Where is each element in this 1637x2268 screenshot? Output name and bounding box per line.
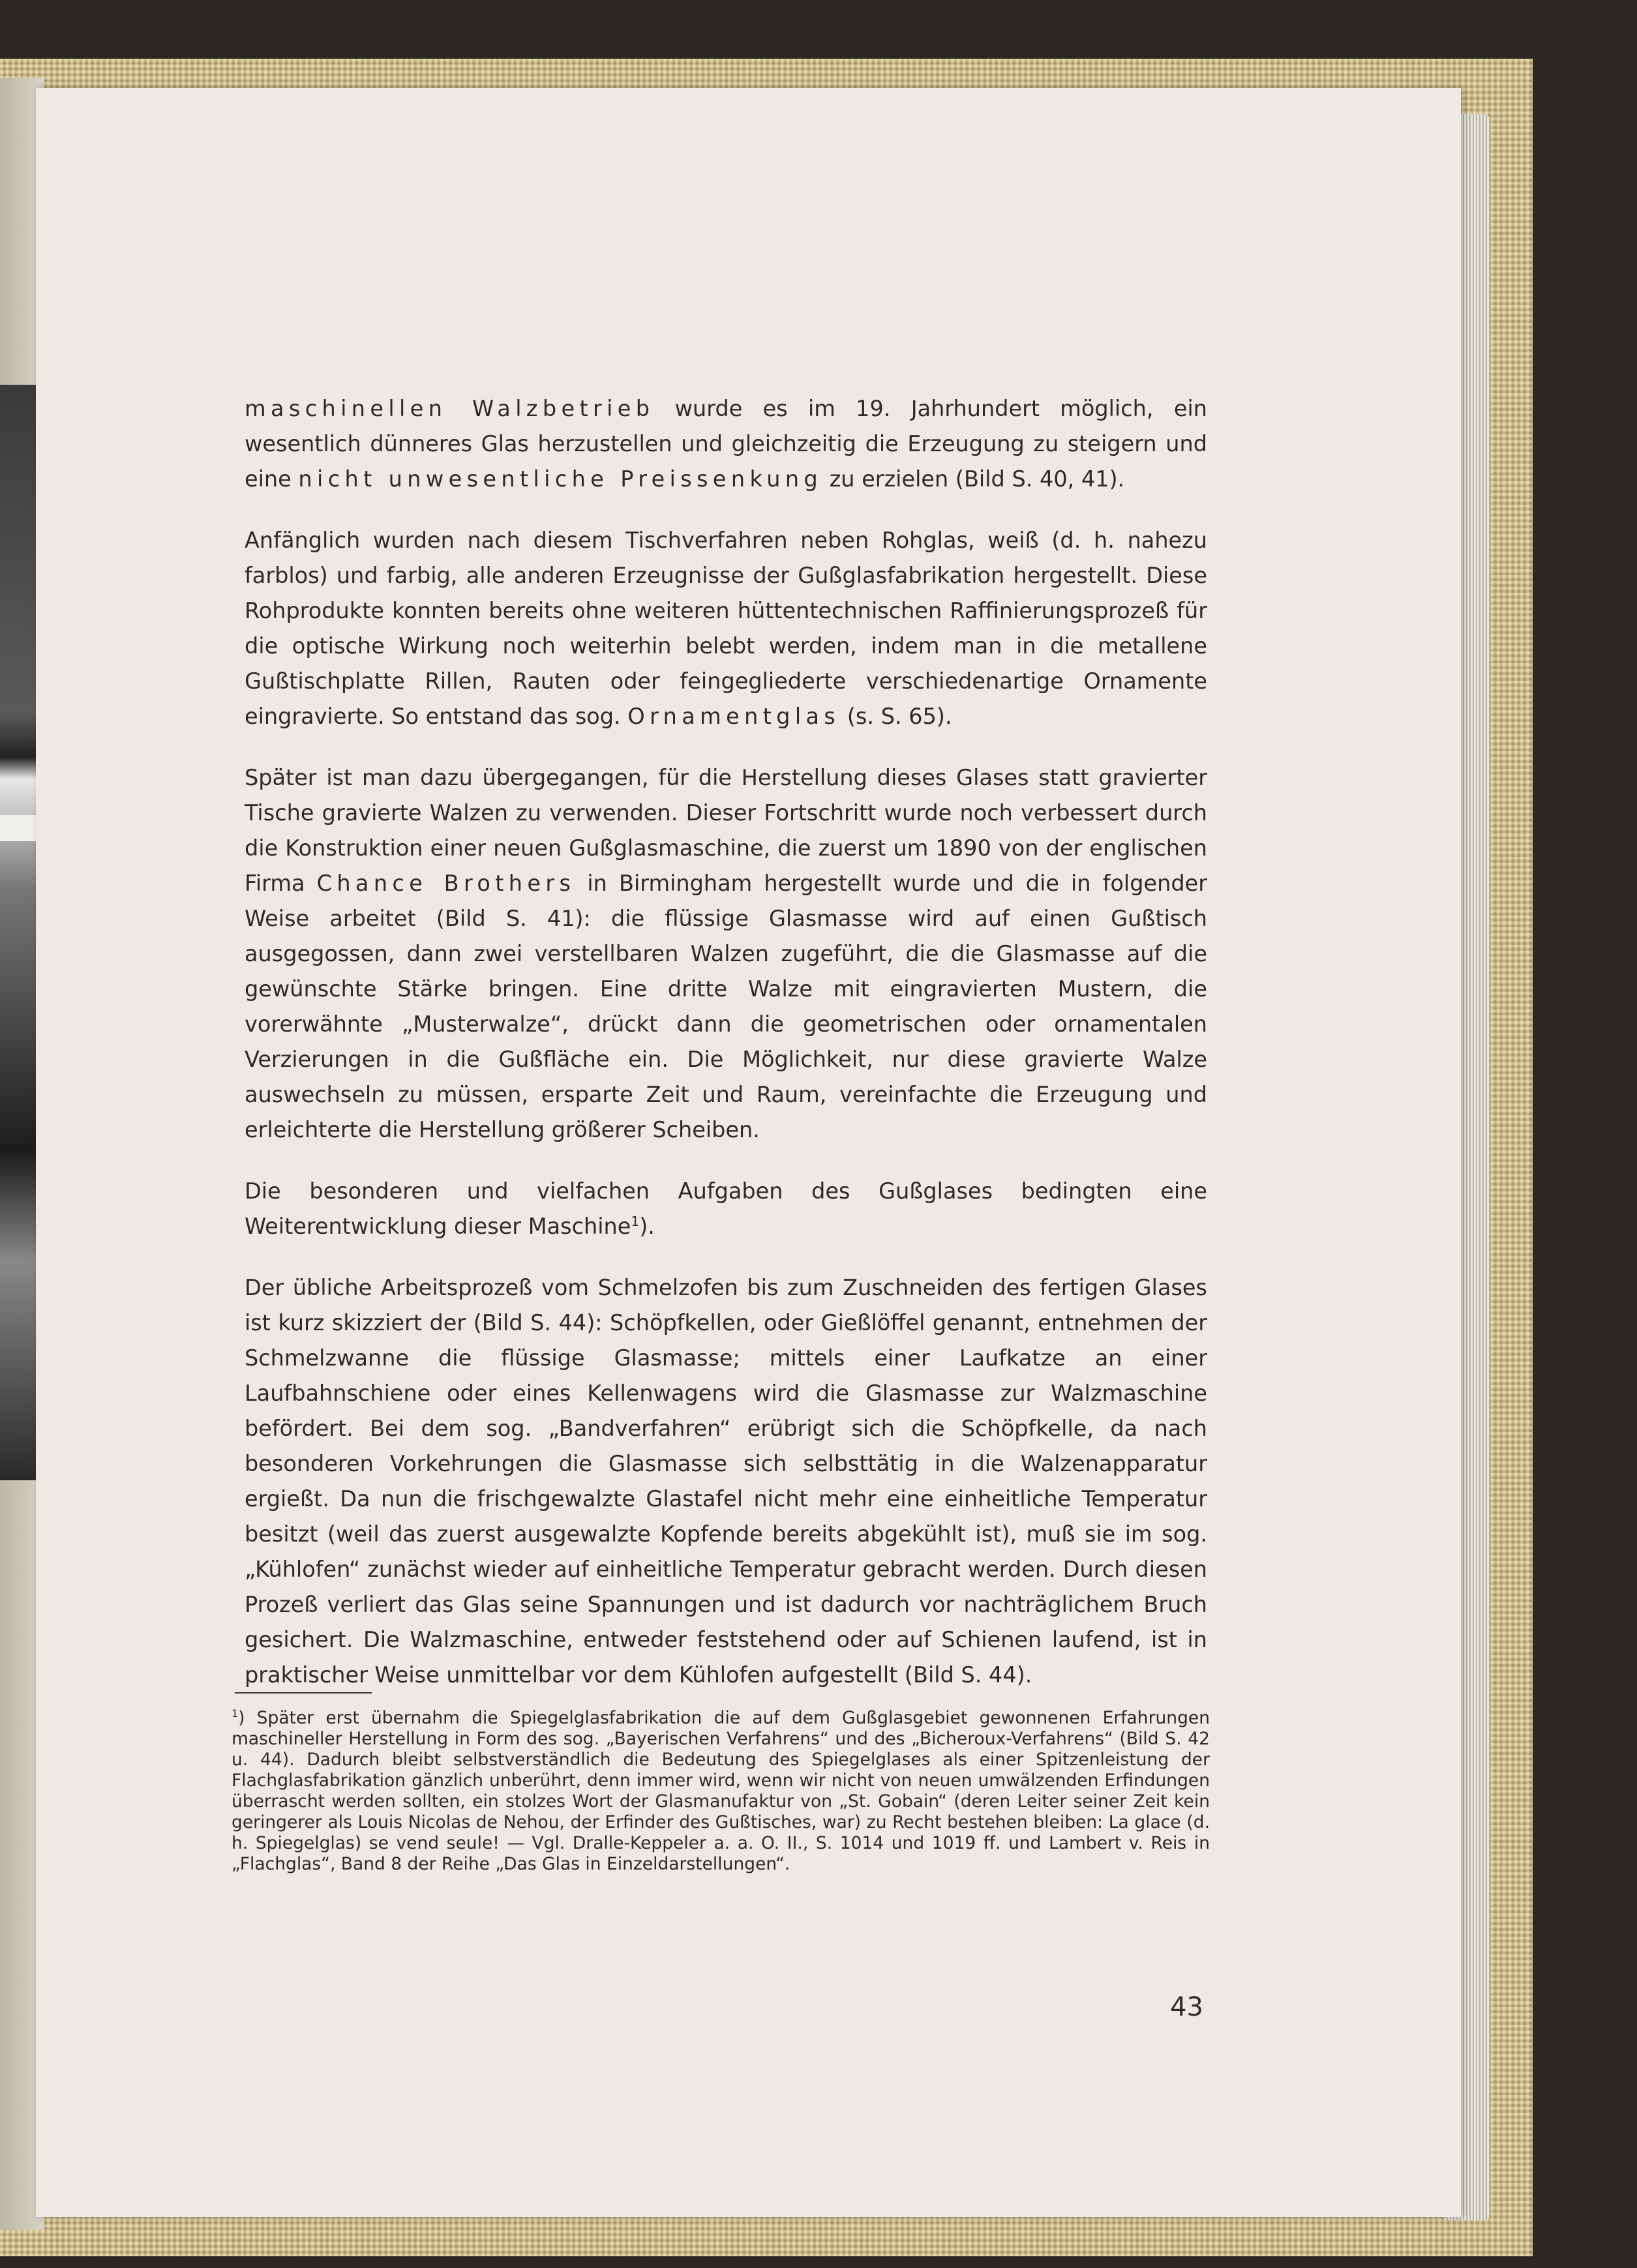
footnote (232, 1708, 1210, 1875)
text-run: ). (639, 1214, 655, 1239)
text-run: Anfänglich wurden nach diesem Tischverfahren neben Rohglas, weiß (d. h. nahezu farblos) und farbig, alle anderen Erzeugnisse der Gußglasfabrikation hergestellt. Diese Rohprodukte konnten bereits ohne weiteren hüttentechnischen Raffinierungsprozeß für die optische Wirkung noch weiterhin belebt werden, indem man in die metallene Gußtischplatte Rillen, Rauten oder feingegliederte verschiedenartige Ornamente eingravierte. So entstand das sog. (245, 528, 1207, 729)
footnote-rule (235, 1692, 372, 1694)
footnote-mark: 1 (232, 1707, 239, 1720)
footnote-text: ) Später erst übernahm die Spiegelglasfabrikation die auf dem Gußglasgebiet gewonnenen Erfahrungen maschineller Herstellung in Form des sog. „Bayerischen Verfahrens“ und des „Bicheroux-Verfahrens“ (Bild S. 42 u. 44). Dadurch bleibt selbstverständlich die Bedeutung des Spiegelglases als einer Spitzenleistung der Flachglasfabrikation gänzlich unberührt, denn immer wird, wenn wir nicht von neuen umwälzenden Erfindungen überrascht werden sollten, ein stolzes Wort der Glasmanufaktur von „St. Gobain“ (deren Leiter seiner Zeit kein geringerer als Louis Nicolas de Nehou, der Erfinder des Gußtisches, war) zu Recht bestehen bleiben: La glace (d. h. Spiegelglas) se vend seule! — Vgl. Dralle-Keppeler a. a. O. II., S. 1014 und 1019 ff. und Lambert v. Reis in „Flachglas“, Band 8 der Reihe „Das Glas in Einzeldarstellungen“. (232, 1708, 1210, 1874)
text-run: zu erzielen (Bild S. 40, 41). (822, 466, 1125, 492)
body-text (245, 391, 1207, 1719)
spaced-term: nicht unwesentliche Preissenkung (298, 466, 823, 492)
spaced-term: Ornamentglas (627, 704, 841, 729)
text-run: Die besonderen und vielfachen Aufgaben des Gußglases bedingten eine Weiterentwicklung dieser Maschine (245, 1178, 1207, 1239)
book-page (36, 88, 1461, 2217)
paragraph-4 (245, 1174, 1207, 1244)
paragraph-5: Der übliche Arbeitsprozeß vom Schmelzofen bis zum Zuschneiden des fertigen Glases ist kurz skizziert der (Bild S. 44): Schöpfkellen, oder Gießlöffel genannt, entnehmen der Schmelzwanne die flüssige Glasmasse; mittels einer Laufkatze an einer Laufbahnschiene oder eines Kellenwagens wird die Glasmasse zur Walzmaschine befördert. Bei dem sog. „Bandverfahren“ erübrigt sich die Schöpfkelle, da nach besonderen Vorkehrungen die Glasmasse sich selbsttätig in die Walzenapparatur ergießt. Da nun die frischgewalzte Glastafel nicht mehr eine einheitliche Temperatur besitzt (weil das zuerst ausgewalzte Kopfende bereits abgekühlt ist), muß sie im sog. „Kühlofen“ zunächst wieder auf einheitliche Temperatur gebracht werden. Durch diesen Prozeß verliert das Glas seine Spannungen und ist dadurch vor nachträglichem Bruch gesichert. Die Walzmaschine, entweder feststehend oder auf Schienen laufend, ist in praktischer Weise unmittelbar vor dem Kühlofen aufgestellt (Bild S. 44). (245, 1275, 1207, 1688)
paragraph-3 (245, 760, 1207, 1148)
footnote-reference: 1 (631, 1213, 640, 1229)
paragraph-2 (245, 523, 1207, 734)
text-run: Später ist man dazu übergegangen, für die Herstellung dieses Glases statt gravierter Tische gravierte Walzen zu verwenden. Dieser Fortschritt wurde noch verbessert durch die Konstruktion einer neuen Gußglasmaschine, die zuerst um 1890 von der englischen Firma (245, 765, 1207, 896)
page-number: 43 (1170, 1992, 1203, 2022)
left-page-photo-edge (0, 385, 40, 1480)
text-run: wurde es im 19. Jahrhundert möglich, ein wesentlich dünneres Glas herzustellen und gleichzeitig die Erzeugung zu steigern und eine (245, 396, 1207, 492)
text-run: (s. S. 65). (840, 704, 952, 729)
paragraph-1 (245, 391, 1207, 497)
spaced-term: Chance Brothers (316, 871, 576, 896)
text-run: in Birmingham hergestellt wurde und die in folgender Weise arbeitet (Bild S. 41): die flüssige Glasmasse wird auf einen Gußtisch ausgegossen, dann zwei verstellbaren Walzen zugeführt, die die Glasmasse auf die gewünschte Stärke bringen. Eine dritte Walze mit eingravierten Mustern, die vorerwähnte „Musterwalze“, drückt dann die geometrischen oder ornamentalen Verzierungen in die Gußfläche ein. Die Möglichkeit, nur diese gravierte Walze auswechseln zu müssen, ersparte Zeit und Raum, vereinfachte die Erzeugung und erleichterte die Herstellung größerer Scheiben. (245, 871, 1207, 1142)
spaced-term: maschinellen Walzbetrieb (245, 396, 655, 421)
left-page-photo-gap (0, 815, 40, 841)
